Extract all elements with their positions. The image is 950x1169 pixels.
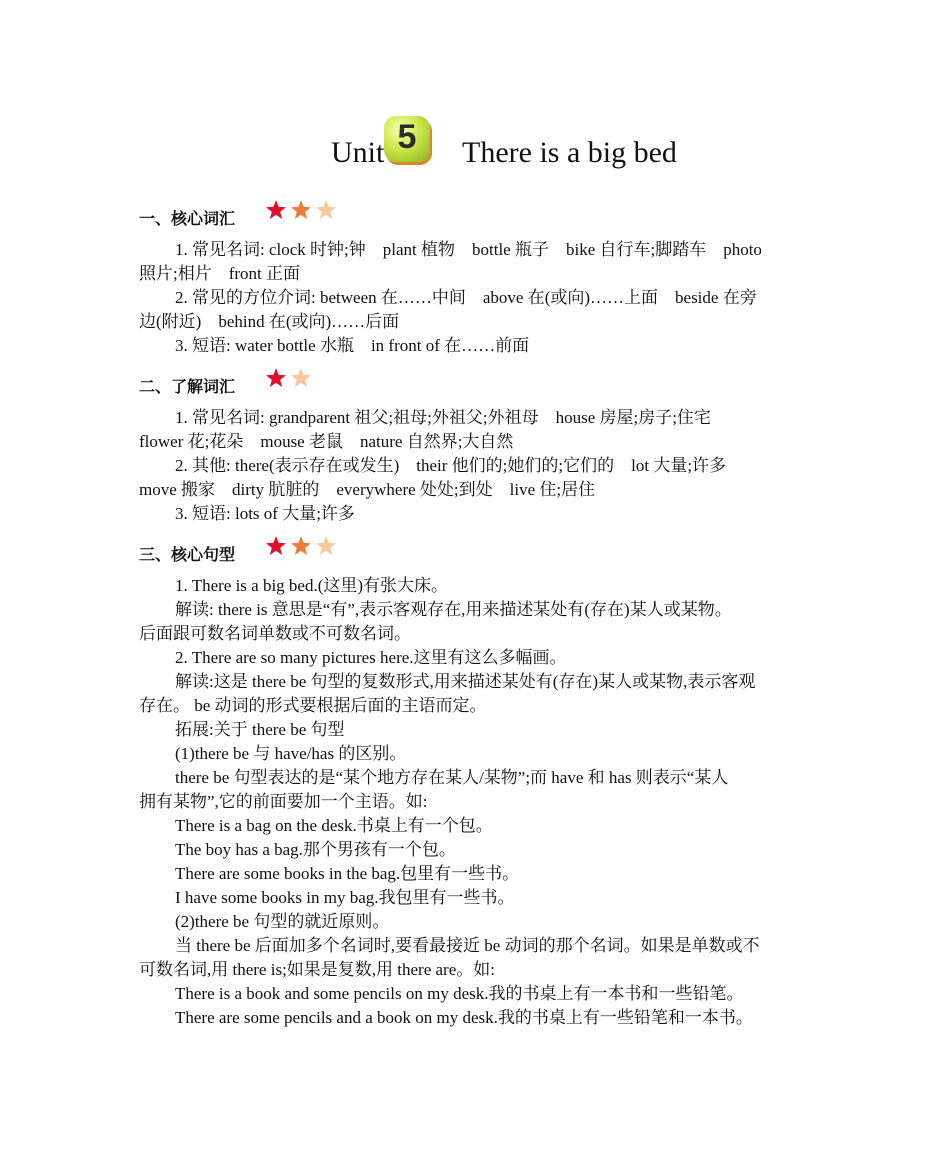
text-line: 2. There are so many pictures here.这里有这么多幅画。 [175,648,567,667]
text-line: The boy has a bag.那个男孩有一个包。 [175,840,456,859]
unit-title [0,116,950,176]
half-star-icon [316,200,336,219]
star-icon [266,536,286,555]
unit-number-badge [384,116,430,162]
text-line: There are some books in the bag.包里有一些书。 [175,864,520,883]
text-line: There is a bag on the desk.书桌上有一个包。 [175,816,493,835]
text-line: 3. 短语: water bottle 水瓶 in front of 在……前面 [175,336,530,355]
unit-title-text: There is a big bed [462,136,677,169]
text-line: 解读: there is 意思是“有”,表示客观存在,用来描述某处有(存在)某人或某物。 [175,600,732,619]
star-icon [291,200,311,219]
text-line: flower 花;花朵 mouse 老鼠 nature 自然界;大自然 [139,432,514,451]
text-line: 1. There is a big bed.(这里)有张大床。 [175,576,449,595]
text-line: 解读:这是 there be 句型的复数形式,用来描述某处有(存在)某人或某物,表示客观 [175,672,756,691]
text-line: (1)there be 与 have/has 的区别。 [175,744,407,763]
star-icon [266,368,286,387]
text-line: 边(附近) behind 在(或向)……后面 [139,312,400,331]
star-icon [291,536,311,555]
text-line: 拥有某物”,它的前面要加一个主语。如: [139,792,428,811]
star-icon [266,200,286,219]
text-line: 当 there be 后面加多个名词时,要看最接近 be 动词的那个名词。如果是单数或不 [175,936,760,955]
text-line: 3. 短语: lots of 大量;许多 [175,504,355,523]
text-line: 可数名词,用 there is;如果是复数,用 there are。如: [139,960,495,979]
text-line: 存在。 be 动词的形式要根据后面的主语而定。 [139,696,487,715]
difficulty-stars [266,366,346,394]
section-heading: 一、核心词汇 [139,209,236,228]
text-line: (2)there be 句型的就近原则。 [175,912,390,931]
text-line: There is a book and some pencils on my desk.我的书桌上有一本书和一些铅笔。 [175,984,744,1003]
section-heading: 三、核心句型 [139,545,236,564]
section-heading: 二、了解词汇 [139,377,236,396]
text-line: I have some books in my bag.我包里有一些书。 [175,888,515,907]
text-line: 2. 常见的方位介词: between 在……中间 above 在(或向)……上面 beside 在旁 [175,288,757,307]
text-line: 1. 常见名词: grandparent 祖父;祖母;外祖父;外祖母 house 房屋;房子;住宅 [175,408,711,427]
text-line: 2. 其他: there(表示存在或发生) their 他们的;她们的;它们的 lot 大量;许多 [175,456,727,475]
difficulty-stars [266,198,346,226]
text-line: move 搬家 dirty 肮脏的 everywhere 处处;到处 live 住;居住 [139,480,596,499]
text-line: 照片;相片 front 正面 [139,264,301,283]
text-line: 拓展:关于 there be 句型 [175,720,345,739]
text-line: there be 句型表达的是“某个地方存在某人/某物”;而 have 和 has 则表示“某人 [175,768,729,787]
unit-label: Unit [331,136,385,169]
text-line: There are some pencils and a book on my desk.我的书桌上有一些铅笔和一本书。 [175,1008,753,1027]
half-star-icon [291,368,311,387]
unit-number: 5 [397,118,417,156]
text-line: 1. 常见名词: clock 时钟;钟 plant 植物 bottle 瓶子 bike 自行车;脚踏车 photo [175,240,762,259]
text-line: 后面跟可数名词单数或不可数名词。 [139,624,411,643]
half-star-icon [316,536,336,555]
difficulty-stars [266,534,346,562]
